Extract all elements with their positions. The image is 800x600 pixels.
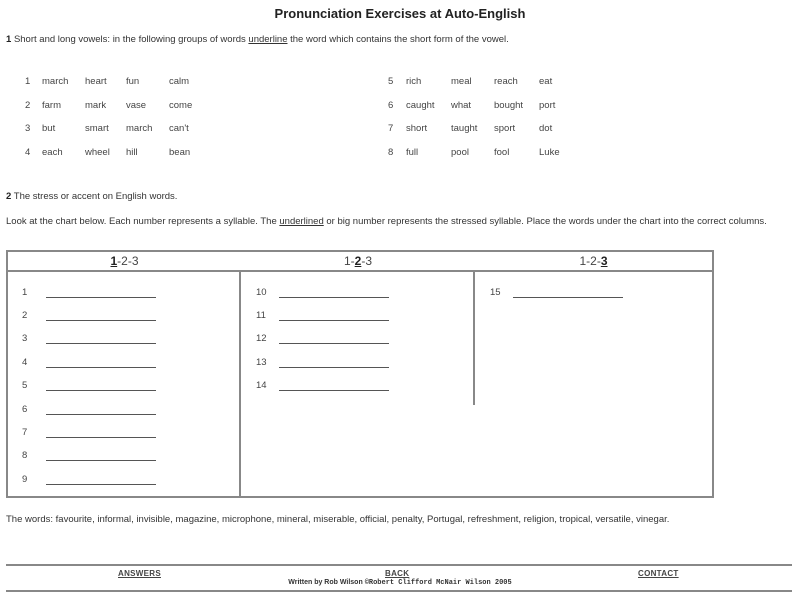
word-bank-list: favourite, informal, invisible, magazine, microphone, mineral, miserable, official, penalty, Portugal, refreshment, religion, tropical, versatile, vinegar. <box>55 514 670 525</box>
footer-divider-bottom <box>6 590 792 592</box>
answers-link[interactable]: ANSWERS <box>118 569 161 578</box>
word-option[interactable]: can't <box>169 123 189 134</box>
instruction-text: Short and long vowels: in the following groups of words <box>13 34 249 45</box>
word-option[interactable]: heart <box>85 76 107 87</box>
answer-blank-12[interactable]: 12 <box>256 333 396 347</box>
section1-instruction <box>6 34 509 45</box>
group-number: 8 <box>388 147 394 158</box>
answer-blank-6[interactable]: 6 <box>22 404 162 418</box>
instruction-text-end: the word which contains the short form of the vowel. <box>287 34 509 45</box>
word-option[interactable]: reach <box>494 76 518 87</box>
instruction-underlined: underline <box>248 34 288 45</box>
word-option[interactable]: fun <box>126 76 140 87</box>
word-option[interactable]: rich <box>406 76 422 87</box>
back-link[interactable]: BACK <box>385 569 410 578</box>
word-option[interactable]: calm <box>169 76 190 87</box>
word-option[interactable]: taught <box>451 123 478 134</box>
answer-blank-8[interactable]: 8 <box>22 450 162 464</box>
word-option[interactable]: but <box>42 123 56 134</box>
group-number: 7 <box>388 123 394 134</box>
word-option[interactable]: short <box>406 123 428 134</box>
word-option[interactable]: caught <box>406 100 435 111</box>
answer-blank-11[interactable]: 11 <box>256 310 396 324</box>
answer-blank-15[interactable]: 15 <box>490 287 630 301</box>
column-header-3: 1-2-3 <box>579 254 608 268</box>
word-option[interactable]: meal <box>451 76 472 87</box>
author-credit: Written by Rob Wilson ©Robert Clifford McNair Wilson 2005 <box>288 579 512 587</box>
word-option[interactable]: mark <box>85 100 107 111</box>
column-divider <box>239 270 241 498</box>
para-text: Look at the chart below. Each number represents a syllable. The <box>6 216 280 227</box>
stressed-syllable: 1 <box>110 254 118 268</box>
section2-heading-text: The stress or accent on English words. <box>13 191 178 202</box>
word-option[interactable]: Luke <box>539 147 560 158</box>
section2-heading <box>6 191 177 202</box>
word-option[interactable]: smart <box>85 123 109 134</box>
word-option[interactable]: full <box>406 147 419 158</box>
answer-blank-3[interactable]: 3 <box>22 333 162 347</box>
word-option[interactable]: pool <box>451 147 469 158</box>
section2-number: 2 <box>6 191 12 202</box>
group-number: 4 <box>25 147 31 158</box>
group-number: 1 <box>25 76 31 87</box>
word-option[interactable]: what <box>451 100 472 111</box>
column-header-1: 1-2-3 <box>110 254 139 268</box>
answer-blank-10[interactable]: 10 <box>256 287 396 301</box>
group-number: 2 <box>25 100 31 111</box>
word-option[interactable]: dot <box>539 123 553 134</box>
word-option[interactable]: come <box>169 100 193 111</box>
word-option[interactable]: march <box>42 76 69 87</box>
word-option[interactable]: sport <box>494 123 516 134</box>
footer-divider-top <box>6 564 792 566</box>
word-bank-label: The words: <box>6 514 56 525</box>
word-bank <box>6 514 669 525</box>
answer-blank-9[interactable]: 9 <box>22 474 162 488</box>
stressed-syllable: 3 <box>600 254 608 268</box>
column-divider <box>473 270 475 405</box>
answer-blank-5[interactable]: 5 <box>22 380 162 394</box>
word-option[interactable]: port <box>539 100 556 111</box>
answer-blank-1[interactable]: 1 <box>22 287 162 301</box>
para-text-end: or big number represents the stressed syllable. Place the words under the chart into the correct columns. <box>323 216 767 227</box>
contact-link[interactable]: CONTACT <box>638 569 679 578</box>
word-option[interactable]: hill <box>126 147 138 158</box>
answer-blank-4[interactable]: 4 <box>22 357 162 371</box>
answer-blank-14[interactable]: 14 <box>256 380 396 394</box>
answer-blank-13[interactable]: 13 <box>256 357 396 371</box>
word-option[interactable]: bought <box>494 100 524 111</box>
group-number: 5 <box>388 76 394 87</box>
word-option[interactable]: eat <box>539 76 553 87</box>
word-option[interactable]: vase <box>126 100 147 111</box>
word-option[interactable]: bean <box>169 147 191 158</box>
answer-blank-2[interactable]: 2 <box>22 310 162 324</box>
para-underlined: underlined <box>279 216 324 227</box>
chart-header <box>8 252 712 272</box>
section2-instructions <box>6 216 796 228</box>
section1-number: 1 <box>6 34 12 45</box>
word-option[interactable]: farm <box>42 100 61 111</box>
answer-blank-7[interactable]: 7 <box>22 427 162 441</box>
word-option[interactable]: march <box>126 123 153 134</box>
word-option[interactable]: each <box>42 147 63 158</box>
column-header-2: 1-2-3 <box>343 254 373 268</box>
group-number: 3 <box>25 123 31 134</box>
word-option[interactable]: wheel <box>85 147 110 158</box>
stress-chart <box>6 250 714 498</box>
page-title: Pronunciation Exercises at Auto-English <box>274 6 526 21</box>
stressed-syllable: 2 <box>354 254 362 268</box>
group-number: 6 <box>388 100 394 111</box>
word-option[interactable]: fool <box>494 147 510 158</box>
